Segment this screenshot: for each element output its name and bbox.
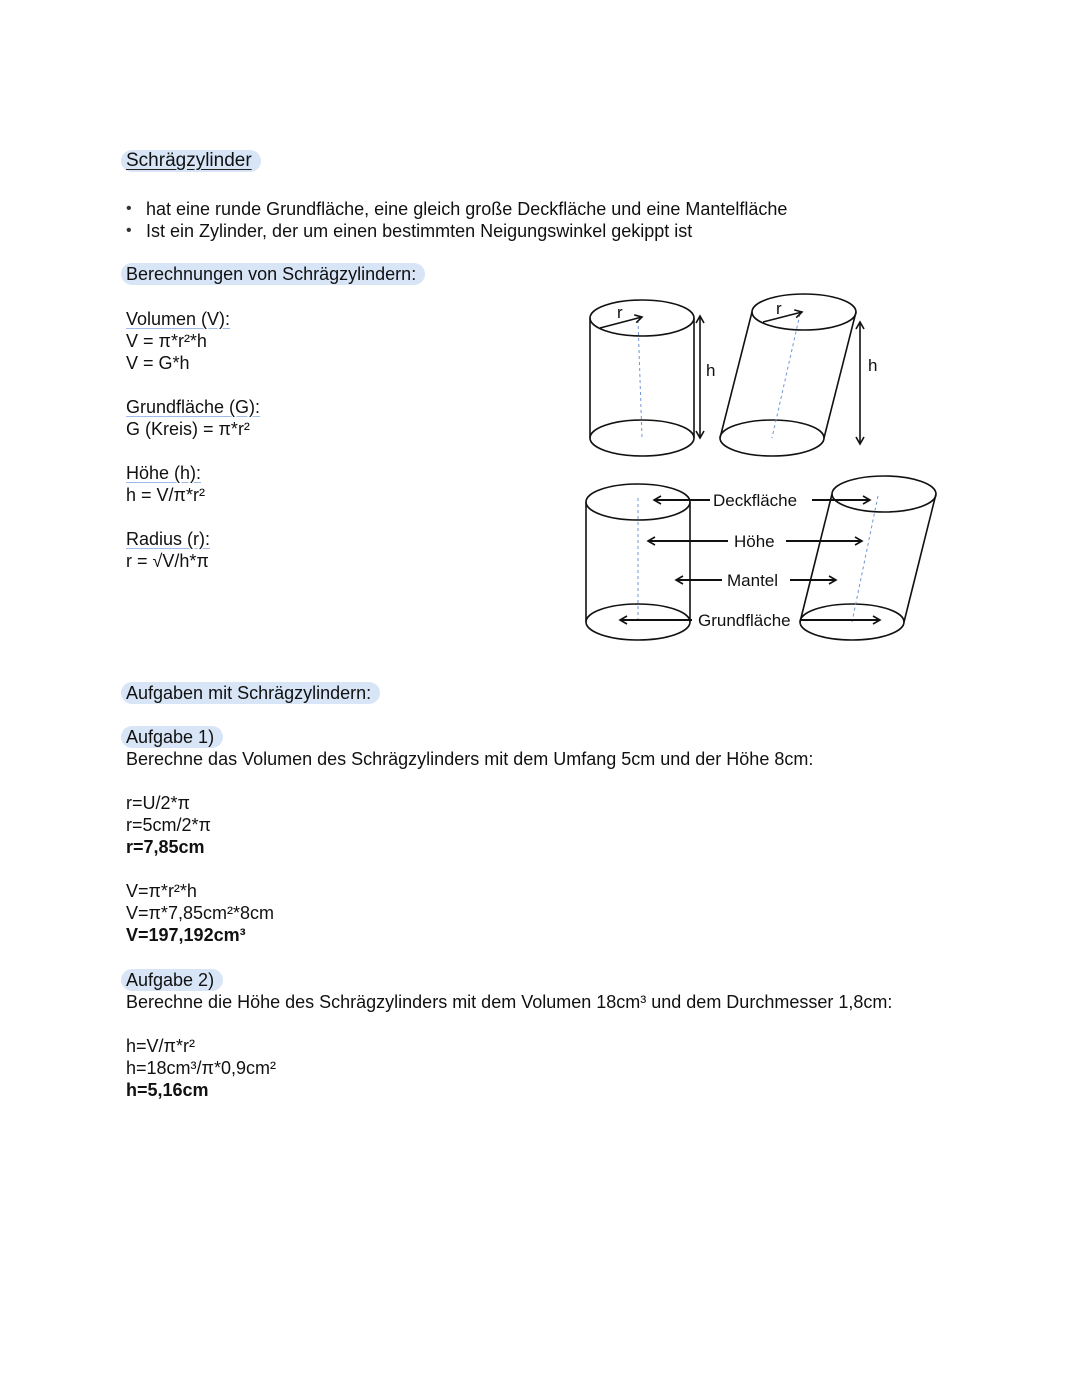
calc-result: V=197,192cm³ [126, 925, 246, 945]
calc-step: r=5cm/2*π [126, 815, 211, 835]
cylinder-diagram [0, 0, 1080, 660]
tasks-heading-text: Aufgaben mit Schrägzylindern: [121, 682, 380, 704]
task-2 [126, 969, 892, 1101]
calc-result: r=7,85cm [126, 837, 205, 857]
label-mantel: Mantel [727, 571, 779, 590]
calc-step: r=U/2*π [126, 793, 190, 813]
height-label: h [706, 361, 716, 380]
radius-label: r [617, 303, 623, 322]
formula-line: r = √V/h*π [126, 551, 209, 571]
task-label: Aufgabe 1) [121, 726, 223, 748]
radius-label: r [776, 299, 782, 318]
label-grundflaeche: Grundfläche [698, 611, 791, 630]
task-text: Berechne die Höhe des Schrägzylinders mit dem Volumen 18cm³ und dem Durchmesser 1,8cm: [126, 992, 893, 1012]
formula-line: V = G*h [126, 353, 190, 373]
formula-label: Grundfläche (G): [126, 397, 261, 417]
formula-label: Volumen (V): [126, 309, 231, 329]
formula-label: Radius (r): [126, 529, 211, 549]
calc-step: V=π*7,85cm²*8cm [126, 903, 274, 923]
tasks-heading [126, 682, 380, 704]
calc-step: V=π*r²*h [126, 881, 197, 901]
list-item: • hat eine runde Grundfläche, eine gleich große Deckfläche und eine Mantelfläche [126, 198, 787, 220]
calc-heading-text: Berechnungen von Schrägzylindern: [121, 263, 425, 285]
calc-step: h=18cm³/π*0,9cm² [126, 1058, 276, 1078]
task-1 [126, 726, 813, 946]
task-label: Aufgabe 2) [121, 969, 223, 991]
labelled-upright-cylinder [586, 484, 690, 640]
list-item: • Ist ein Zylinder, der um einen bestimmten Neigungswinkel gekippt ist [126, 220, 787, 242]
formula-label: Höhe (h): [126, 463, 202, 483]
label-deckflaeche: Deckfläche [713, 491, 798, 510]
task-text: Berechne das Volumen des Schrägzylinders mit dem Umfang 5cm und der Höhe 8cm: [126, 749, 814, 769]
upright-cylinder-top [590, 300, 700, 456]
calc-result: h=5,16cm [126, 1080, 209, 1100]
formula-line: h = V/π*r² [126, 485, 205, 505]
calc-step: h=V/π*r² [126, 1036, 195, 1056]
height-label: h [868, 356, 878, 375]
formula-line: G (Kreis) = π*r² [126, 419, 250, 439]
formula-line: V = π*r²*h [126, 331, 207, 351]
oblique-cylinder-top [720, 294, 860, 456]
label-hoehe: Höhe [734, 532, 775, 551]
title-text: Schrägzylinder [121, 150, 261, 172]
